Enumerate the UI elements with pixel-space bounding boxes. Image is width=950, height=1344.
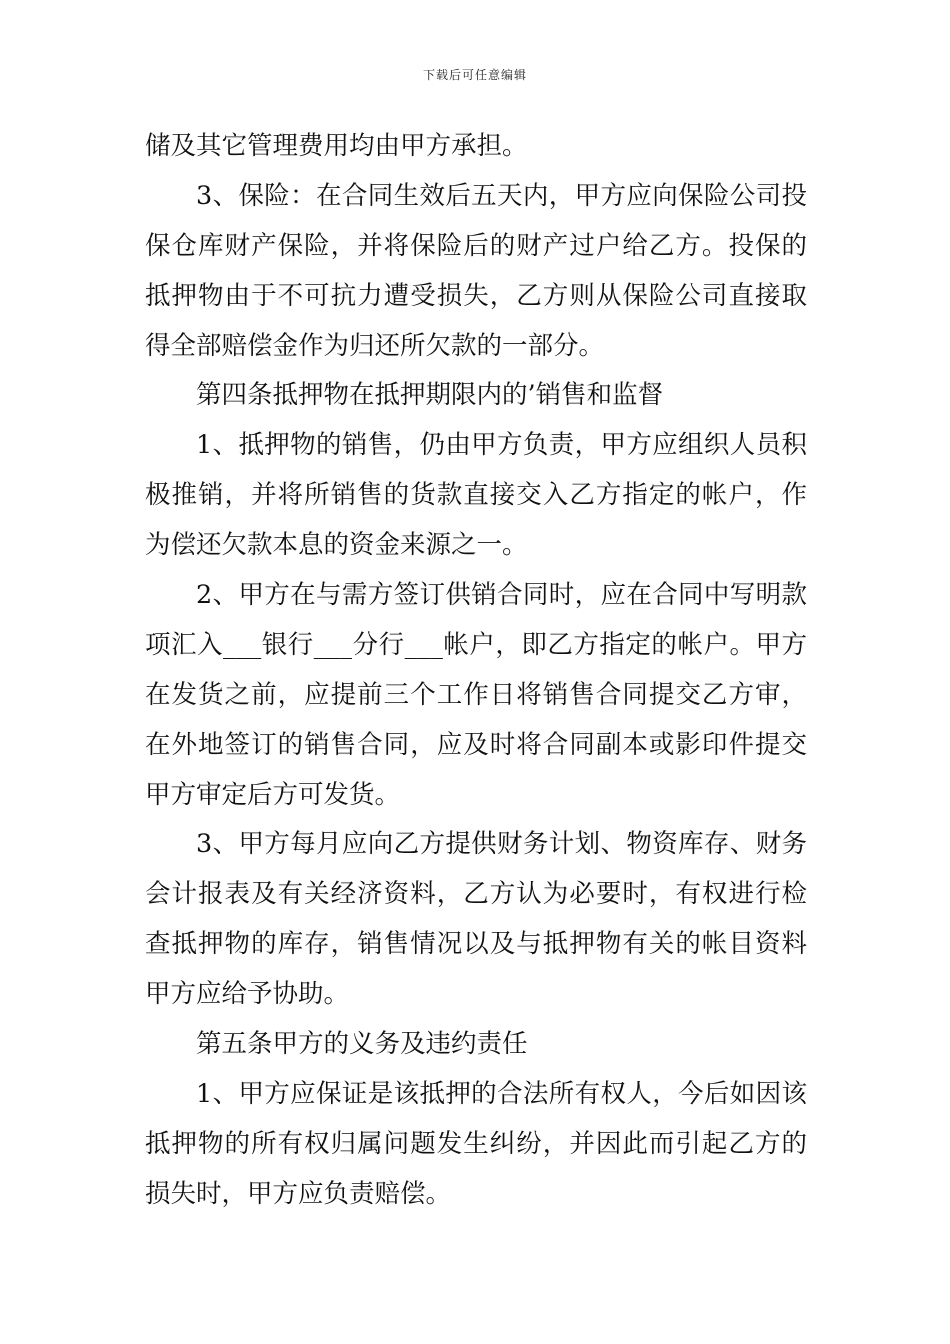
section-heading: 第五条甲方的义务及违约责任: [196, 1029, 528, 1060]
body-line: 1、抵押物的销售，仍由甲方负责，甲方应组织人员积: [196, 430, 807, 461]
body-line: 3、保险：在合同生效后五天内，甲方应向保险公司投: [196, 180, 807, 211]
body-line: 甲方审定后方可发货。: [145, 779, 401, 810]
body-line: 为偿还欠款本息的资金来源之一。: [145, 530, 528, 561]
document-body: [145, 122, 807, 1220]
body-line: 储及其它管理费用均由甲方承担。: [145, 131, 528, 161]
body-line: 在外地签订的销售合同，应及时将合同副本或影印件提交: [145, 729, 807, 760]
body-line: 项汇入___银行___分行___帐户，即乙方指定的帐户。甲方: [145, 629, 807, 660]
body-line: 抵押物的所有权归属问题发生纠纷，并因此而引起乙方的: [145, 1128, 807, 1159]
body-line: 在发货之前，应提前三个工作日将销售合同提交乙方审，: [145, 679, 807, 710]
body-line: 查抵押物的库存，销售情况以及与抵押物有关的帐目资料: [145, 929, 807, 960]
body-line: 会计报表及有关经济资料，乙方认为必要时，有权进行检: [145, 879, 807, 910]
body-line: 3、甲方每月应向乙方提供财务计划、物资库存、财务: [196, 829, 807, 860]
header-note: 下载后可任意编辑: [422, 68, 527, 82]
body-line: 1、甲方应保证是该抵押的合法所有权人，今后如因该: [196, 1078, 807, 1109]
body-line: 极推销，并将所销售的货款直接交入乙方指定的帐户，作: [145, 480, 807, 511]
body-line: 损失时，甲方应负责赔偿。: [145, 1178, 452, 1209]
body-line: 保仓库财产保险，并将保险后的财产过户给乙方。投保的: [145, 230, 807, 261]
body-line: 得全部赔偿金作为归还所欠款的一部分。: [145, 330, 605, 361]
body-line: 甲方应给予协助。: [145, 979, 350, 1010]
body-line: 2、甲方在与需方签订供销合同时，应在合同中写明款: [196, 580, 807, 611]
body-line: 抵押物由于不可抗力遭受损失，乙方则从保险公司直接取: [145, 280, 807, 311]
section-heading: 第四条抵押物在抵押期限内的’销售和监督: [196, 380, 664, 411]
